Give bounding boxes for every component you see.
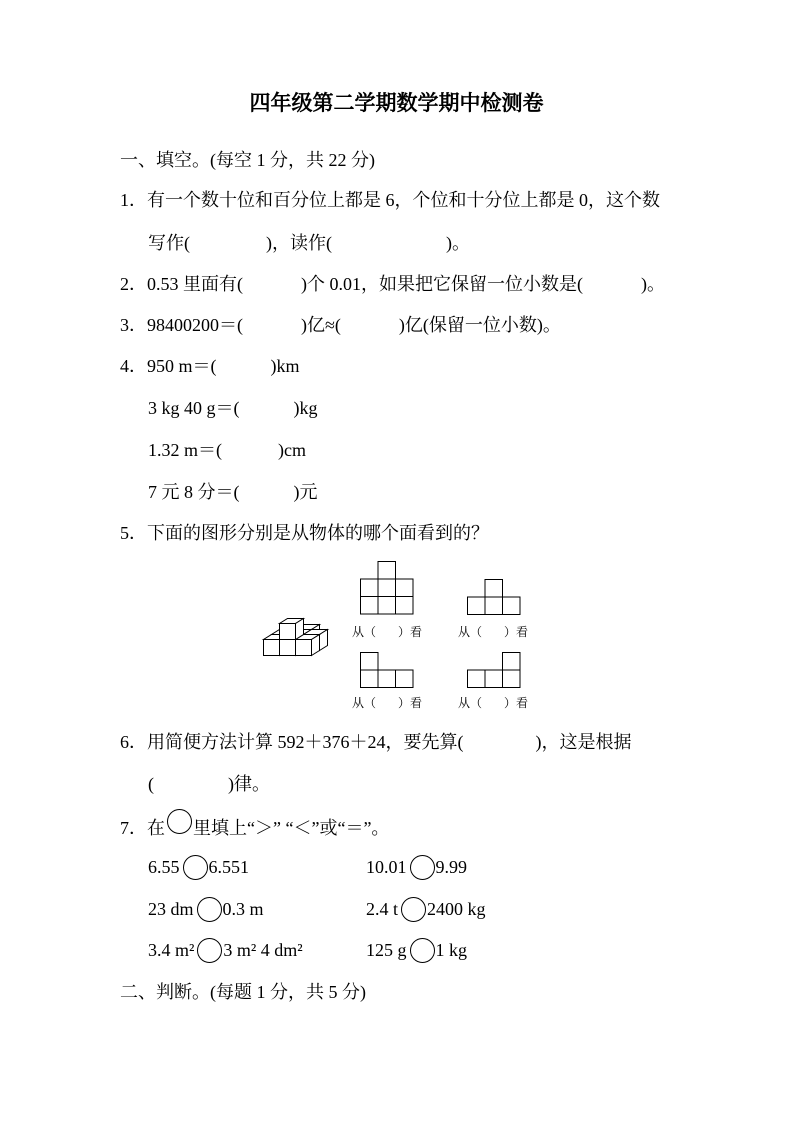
answer-blank xyxy=(217,371,271,372)
compare-right: 6.551 xyxy=(208,857,249,877)
cube-front-face xyxy=(280,624,296,640)
compare-left: 3.4 m² xyxy=(148,940,195,960)
text-segment: 写作( xyxy=(148,233,190,253)
compare-left: 2.4 t xyxy=(366,899,399,919)
text-segment: ）看 xyxy=(504,696,529,710)
compare-item xyxy=(366,897,486,921)
view-square xyxy=(503,670,521,688)
cube-front-face xyxy=(280,640,296,656)
cube xyxy=(280,619,304,640)
compare-right: 0.3 m xyxy=(222,899,264,919)
text-segment: 2．0.53 里面有( xyxy=(120,274,243,294)
view-label-3 xyxy=(352,695,422,711)
question-1-line-1: 1．有一个数十位和百分位上都是 6，个位和十分位上都是 0，这个数 xyxy=(120,190,660,210)
text-segment: ）看 xyxy=(398,696,423,710)
view-square xyxy=(361,653,379,671)
text-segment: ( xyxy=(148,774,154,794)
view-square xyxy=(396,597,414,615)
circle-icon xyxy=(167,809,192,834)
text-segment: ）看 xyxy=(398,625,423,639)
view-square xyxy=(468,597,486,615)
view-square xyxy=(396,670,414,688)
answer-blank xyxy=(376,706,398,707)
compare-right: 1 kg xyxy=(435,940,467,960)
compare-item xyxy=(366,938,467,962)
compare-item xyxy=(148,938,303,962)
compare-left: 10.01 xyxy=(366,857,407,877)
view-square xyxy=(468,670,486,688)
view-square xyxy=(361,579,379,597)
question-1-line-2 xyxy=(148,231,470,255)
text-segment: 从（ xyxy=(352,696,377,710)
view-square xyxy=(378,597,396,615)
compare-left: 23 dm xyxy=(148,899,194,919)
question-4-line-2 xyxy=(148,396,318,420)
view-figure-4 xyxy=(467,652,523,689)
section-heading-fill-in: 一、填空。(每空 1 分，共 22 分) xyxy=(120,150,375,170)
compare-item xyxy=(366,855,467,879)
answer-blank xyxy=(332,248,446,249)
view-square xyxy=(396,579,414,597)
compare-item xyxy=(148,897,264,921)
text-segment: 4．950 m＝( xyxy=(120,356,217,376)
answer-blank xyxy=(482,635,504,636)
answer-circle xyxy=(410,855,435,880)
answer-blank xyxy=(243,330,301,331)
text-segment: 3．98400200＝( xyxy=(120,315,243,335)
view-figure-1 xyxy=(360,561,416,616)
view-figure-2 xyxy=(467,579,523,616)
text-segment: )律。 xyxy=(228,774,270,794)
view-square xyxy=(378,579,396,597)
answer-blank xyxy=(240,413,294,414)
view-square xyxy=(485,670,503,688)
view-square xyxy=(361,597,379,615)
question-3 xyxy=(120,313,561,337)
view-square xyxy=(503,597,521,615)
text-segment: )kg xyxy=(293,398,318,418)
view-square xyxy=(361,670,379,688)
compare-left: 125 g xyxy=(366,940,407,960)
answer-circle xyxy=(401,897,426,922)
answer-blank xyxy=(376,635,398,636)
question-6-line-1 xyxy=(120,730,632,754)
view-square xyxy=(503,653,521,671)
view-label-4 xyxy=(458,695,528,711)
answer-blank xyxy=(222,455,278,456)
text-segment: 从（ xyxy=(352,625,377,639)
view-square xyxy=(378,562,396,580)
question-4-line-3 xyxy=(148,438,306,462)
text-segment: )。 xyxy=(446,233,470,253)
cube-front-face xyxy=(264,640,280,656)
text-segment: 7 元 8 分＝( xyxy=(148,482,240,502)
text-segment: )，读作( xyxy=(266,233,332,253)
compare-right: 9.99 xyxy=(435,857,467,877)
compare-item xyxy=(148,855,249,879)
answer-circle xyxy=(197,897,222,922)
answer-circle xyxy=(410,938,435,963)
text-segment: ）看 xyxy=(504,625,529,639)
answer-blank xyxy=(464,747,536,748)
text-segment: )元 xyxy=(293,482,318,502)
view-square xyxy=(485,597,503,615)
question-7-prompt xyxy=(120,816,389,840)
text-segment: )cm xyxy=(278,440,306,460)
text-segment: )个 0.01，如果把它保留一位小数是( xyxy=(301,274,583,294)
text-segment: )亿≈( xyxy=(301,315,341,335)
text-segment: )。 xyxy=(641,274,665,294)
question-5-prompt: 5．下面的图形分别是从物体的哪个面看到的？ xyxy=(120,523,489,543)
view-figure-3 xyxy=(360,652,416,689)
text-segment: )km xyxy=(270,356,300,376)
compare-right: 3 m² 4 dm² xyxy=(223,940,303,960)
answer-blank xyxy=(190,248,266,249)
text-segment: 7．在 xyxy=(120,818,165,838)
question-6-line-2 xyxy=(148,772,270,796)
answer-blank xyxy=(240,497,294,498)
compare-right: 2400 kg xyxy=(427,899,486,919)
page-title: 四年级第二学期数学期中检测卷 xyxy=(249,91,544,115)
text-segment: 6．用简便方法计算 592＋376＋24，要先算( xyxy=(120,732,464,752)
answer-blank xyxy=(243,289,301,290)
text-segment: 1.32 m＝( xyxy=(148,440,222,460)
view-label-2 xyxy=(458,624,528,640)
text-segment: )亿(保留一位小数)。 xyxy=(398,315,561,335)
text-segment: 里填上“＞” “＜”或“＝”。 xyxy=(193,818,390,838)
answer-blank xyxy=(583,289,641,290)
answer-blank xyxy=(482,706,504,707)
answer-blank xyxy=(154,789,228,790)
answer-blank xyxy=(341,330,399,331)
compare-left: 6.55 xyxy=(148,857,180,877)
text-segment: 从（ xyxy=(458,696,483,710)
text-segment: 从（ xyxy=(458,625,483,639)
question-4-line-1 xyxy=(120,354,300,378)
text-segment: )，这是根据 xyxy=(535,732,632,752)
answer-circle xyxy=(197,938,222,963)
cube-stack-figure xyxy=(255,600,345,662)
view-label-1 xyxy=(352,624,422,640)
view-square xyxy=(378,670,396,688)
view-square xyxy=(485,580,503,598)
question-2 xyxy=(120,272,665,296)
question-4-line-4 xyxy=(148,480,318,504)
answer-circle xyxy=(183,855,208,880)
text-segment: 3 kg 40 g＝( xyxy=(148,398,240,418)
cube-front-face xyxy=(296,640,312,656)
section-heading-judgment: 二、判断。(每题 1 分，共 5 分) xyxy=(120,982,366,1002)
